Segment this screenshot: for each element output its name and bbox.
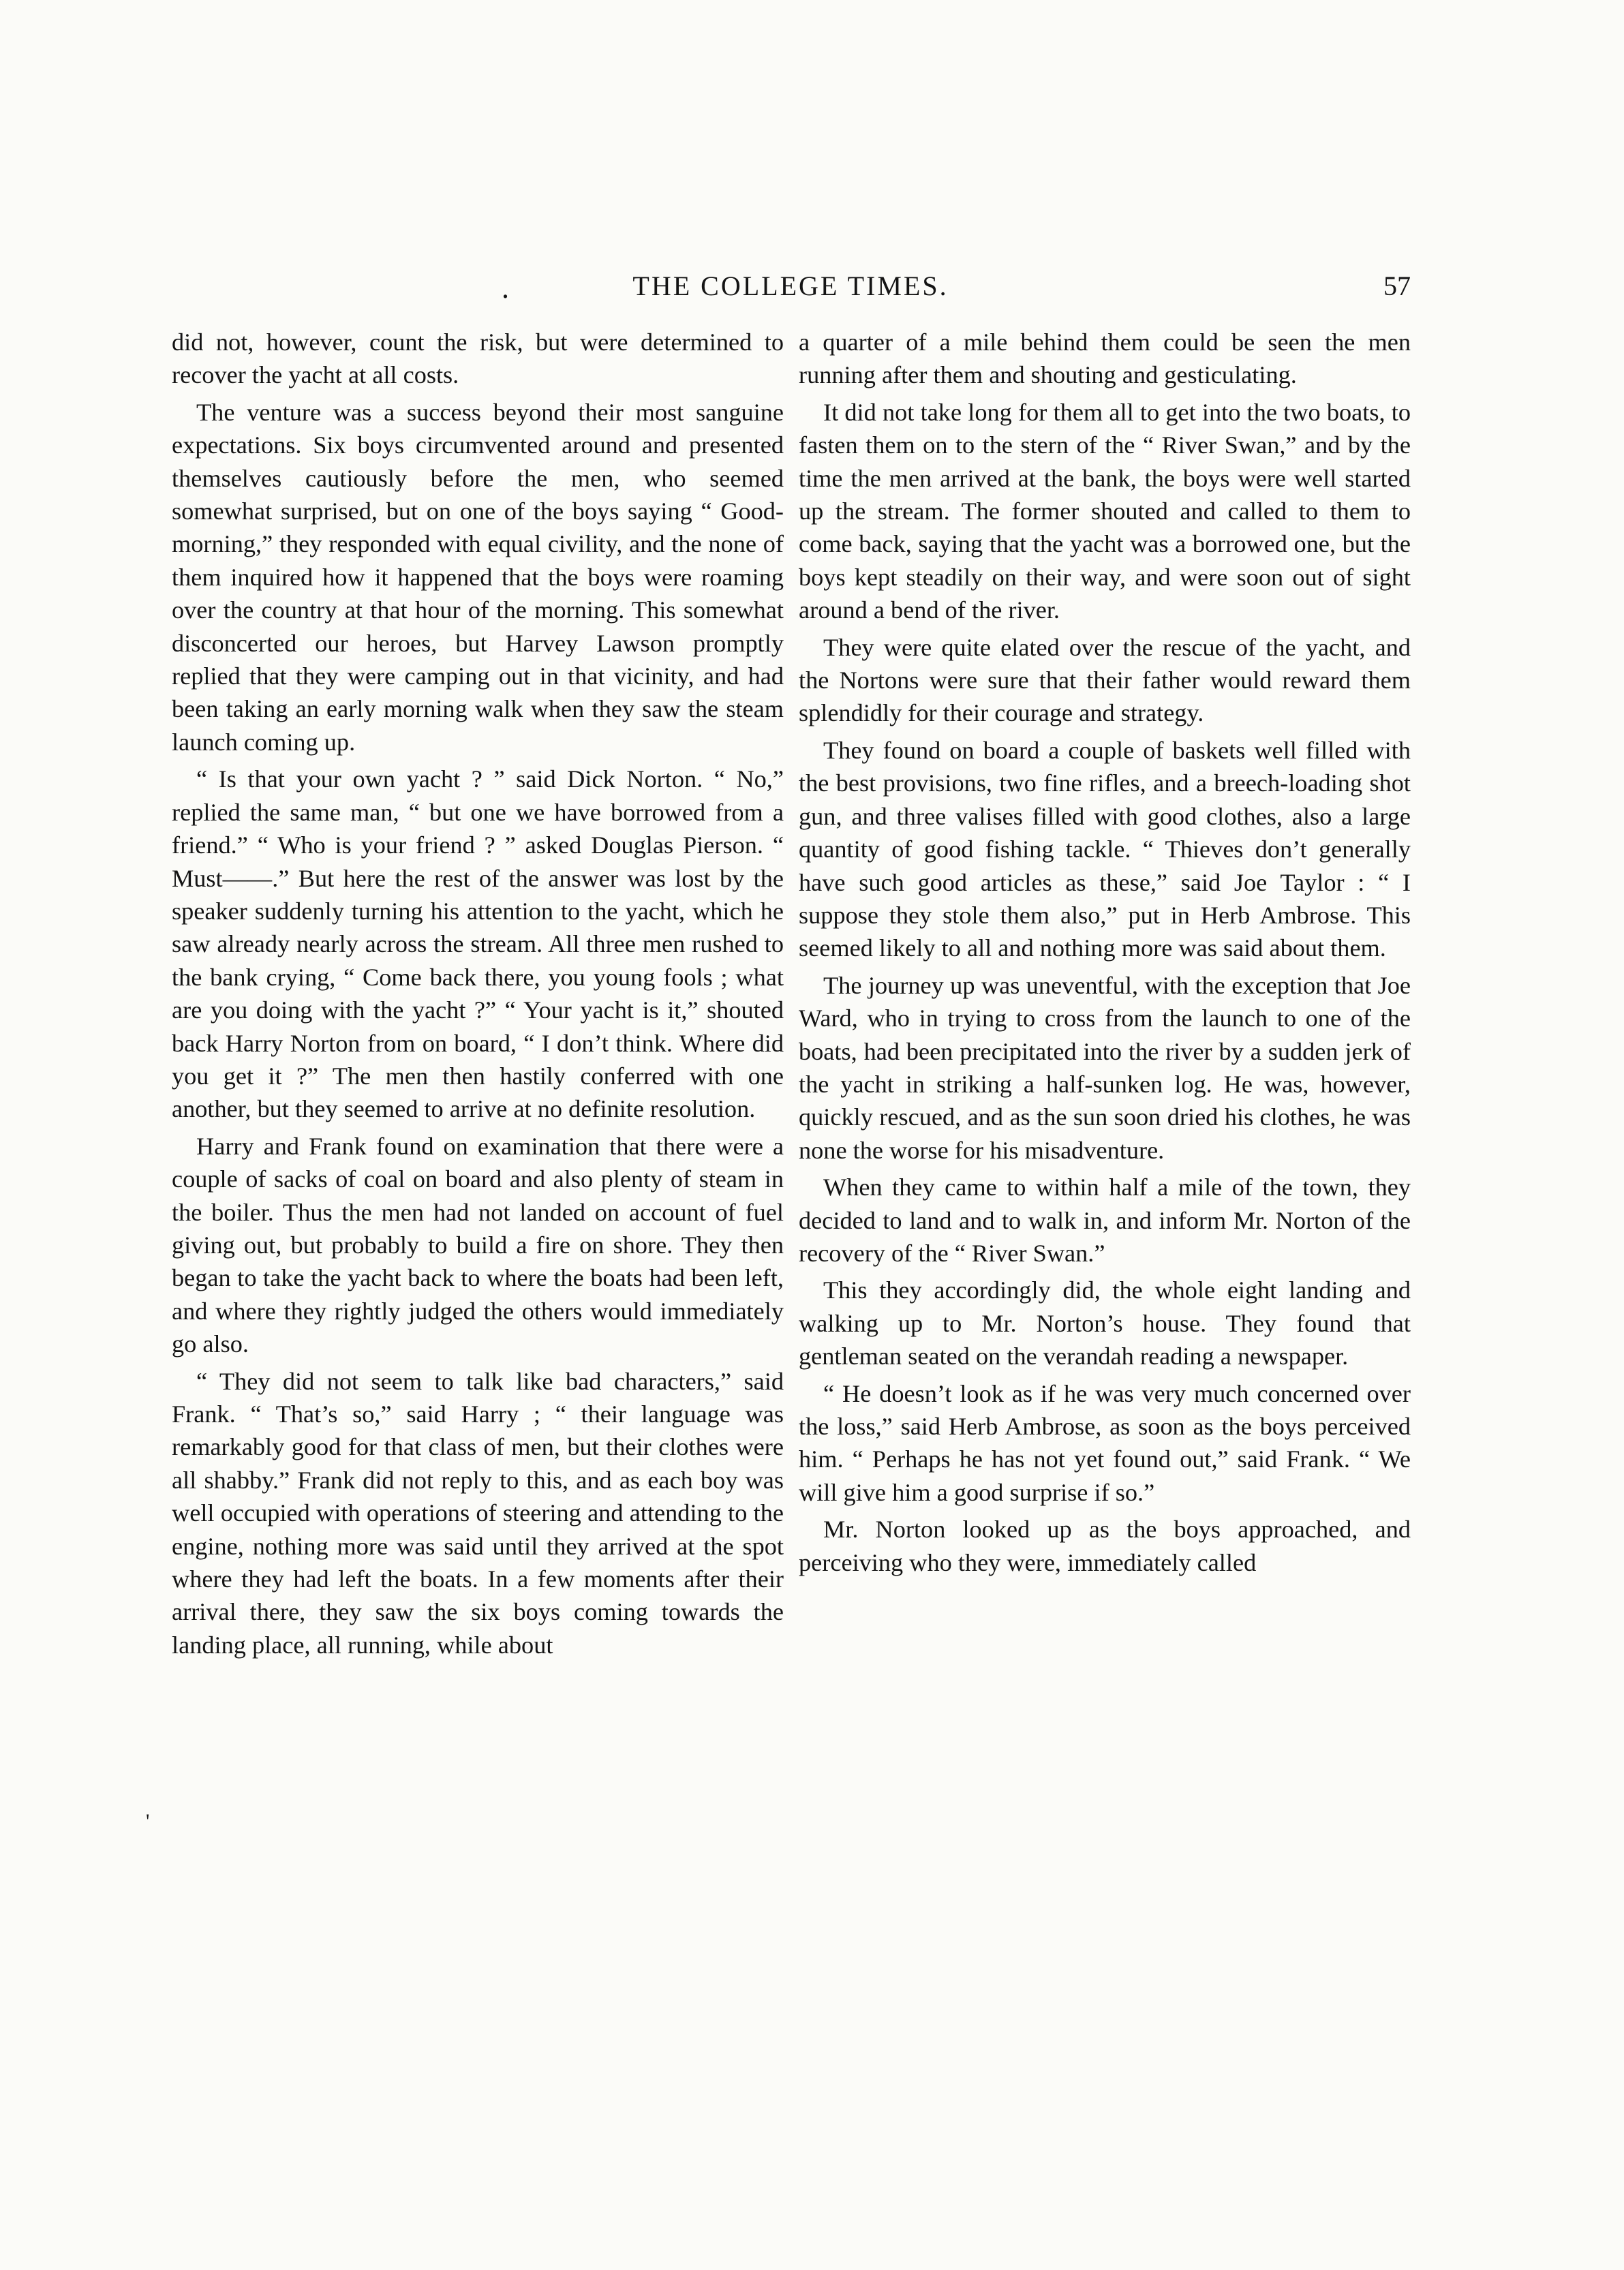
paragraph: “ He doesn’t look as if he was very much concerned over the loss,” said Herb Ambrose, as soon as the boys perceived him. “ Perhaps he has not yet found out,” said Frank. “ We will give him a good surprise if so.” [799,1379,1411,1506]
header-dot: . [502,271,509,305]
paragraph: This they accordingly did, the whole eight landing and walking up to Mr. Norton’s house. They found that gentleman seated on the verandah reading a newspaper. [799,1276,1411,1370]
page-number: 57 [1383,271,1411,301]
paragraph: did not, however, count the risk, but were determined to recover the yacht at all costs. [172,328,784,389]
paragraph: “ They did not seem to talk like bad characters,” said Frank. “ That’s so,” said Harry ; “ their language was remarkably good for that class of men, but their clothes were all shabby.” Frank did not reply to this, and as each boy was well occupied with operations of steering and attending to the engine, nothing more was said until they arrived at the spot where they had left the boats. In a few moments after their arrival there, they saw the six boys coming towards the landing place, all running, while about [172,1367,784,1659]
running-header [170,269,1411,310]
paragraph: They found on board a couple of baskets well filled with the best provisions, two fine rifles, and a breech-loading shot gun, and three valises filled with good clothes, also a large quantity of good fishing tackle. “ Thieves don’t generally have such good articles as these,” said Joe Taylor : “ I suppose they stole them also,” put in Herb Ambrose. This seemed likely to all and nothing more was said about them. [799,736,1411,962]
paragraph: a quarter of a mile behind them could be seen the men running after them and shouting and gesticulating. [799,328,1411,389]
paragraph: They were quite elated over the rescue of the yacht, and the Nortons were sure that their father would reward them splendidly for their courage and strategy. [799,633,1411,727]
journal-title: THE COLLEGE TIMES. [632,271,949,301]
paragraph: Mr. Norton looked up as the boys approached, and perceiving who they were, immediately called [799,1516,1411,1576]
paragraph: Harry and Frank found on examination that there were a couple of sacks of coal on board and also plenty of steam in the boiler. Thus the men had not landed on account of fuel giving out, but probably to build a fire on shore. They then began to take the yacht back to where the boats had been left, and where they rightly judged the others would immediately go also. [172,1132,784,1358]
right-column [799,326,1411,1579]
paragraph: “ Is that your own yacht ? ” said Dick Norton. “ No,” replied the same man, “ but one we have borrowed from a friend.” “ Who is your friend ? ” asked Douglas Pierson. “ Must——.” But here the rest of the answer was lost by the speaker suddenly turning his attention to the yacht, which he saw already nearly across the stream. All three men rushed to the bank crying, “ Come back there, you young fools ; what are you doing with the yacht ?” “ Your yacht is it,” shouted back Harry Norton from on board, “ I don’t think. Where did you get it ?” The men then hastily conferred with one another, but they seemed to arrive at no definite resolution. [172,765,784,1123]
paragraph: When they came to within half a mile of the town, they decided to land and to walk in, and inform Mr. Norton of the recovery of the “ River Swan.” [799,1174,1411,1267]
paragraph: It did not take long for them all to get into the two boats, to fasten them on to the stern of the “ River Swan,” and by the time the men arrived at the bank, the boys were well started up the stream. The former shouted and called to them to come back, saying that the yacht was a borrowed one, but the boys kept steadily on their way, and were soon out of sight around a bend of the river. [799,398,1411,624]
margin-mark: ' [146,1810,150,1832]
paragraph: The venture was a success beyond their most sanguine expectations. Six boys circumvented around and presented themselves cautiously before the men, who seemed somewhat surprised, but on one of the boys saying “ Good-morning,” they responded with equal civility, and the none of them inquired how it happened that the boys were roaming over the country at that hour of the morning. This somewhat disconcerted our heroes, but Harvey Lawson promptly replied that they were camping out in that vicinity, and had been taking an early morning walk when they saw the steam launch coming up. [172,398,784,756]
paragraph: The journey up was uneventful, with the exception that Joe Ward, who in trying to cross from the launch to one of the boats, had been precipitated into the river by a sudden jerk of the yacht in striking a half-sunken log. He was, however, quickly rescued, and as the sun soon dried his clothes, he was none the worse for his misadventure. [799,971,1411,1164]
left-column [172,326,784,1661]
